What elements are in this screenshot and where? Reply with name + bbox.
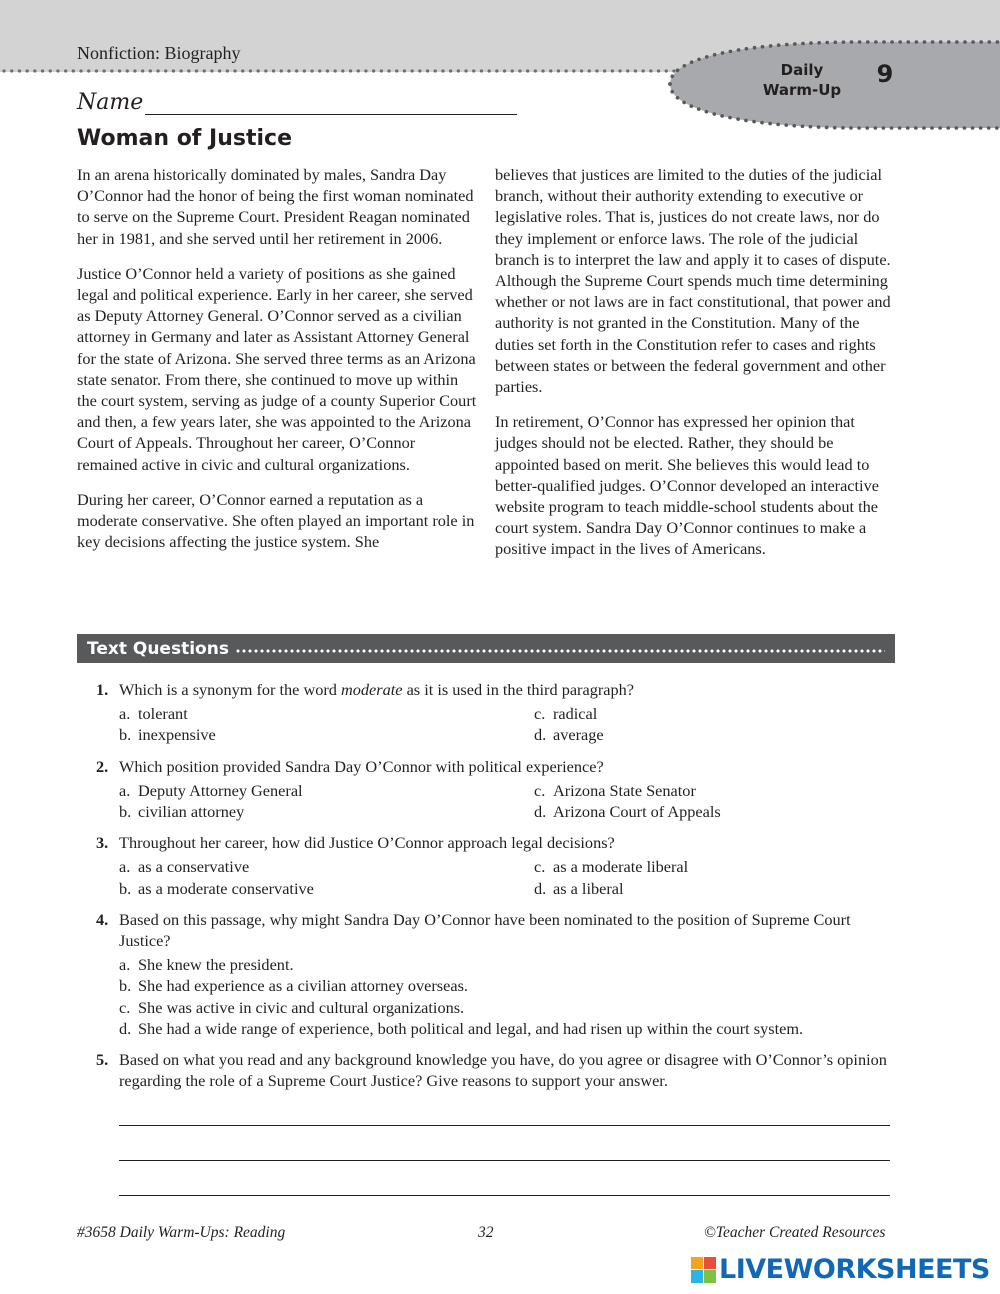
badge-label	[752, 60, 852, 100]
answer-lines	[119, 1109, 896, 1196]
question-2	[96, 756, 896, 823]
question-text: Based on what you read and any background knowledge you have, do you agree or disagree with O’Connor’s opinion regarding the role of a Supreme Court Justice? Give reasons to support your answer.	[119, 1050, 887, 1091]
liveworksheets-logo-icon	[691, 1257, 715, 1283]
question-number: 4.	[96, 909, 109, 929]
choice-1a[interactable]: a. tolerant	[119, 704, 188, 724]
article-paragraph: believes that justices are limited to the duties of the judicial branch, without their authority extending to executive or legislative roles. That is, justices do not create laws, nor do they implement or enforce laws. The role of the judicial branch is to interpret the law and apply it to cases of dispute. Although the Supreme Court spends much time determining whether or not laws are in fact constitutional, that power and authority is not granted in the Constitution. Many of the duties set forth in the Constitution refer to cases and rights between states or between the federal government and other parties.	[495, 165, 891, 397]
question-4	[96, 909, 896, 1039]
question-text: Throughout her career, how did Justice O’Connor approach legal decisions?	[119, 833, 615, 853]
text-questions-bar	[77, 634, 895, 663]
name-blank-line[interactable]	[145, 92, 517, 115]
liveworksheets-logo	[691, 1254, 990, 1285]
question-number: 2.	[96, 756, 109, 776]
choice-1b[interactable]: b. inexpensive	[119, 725, 216, 745]
choice-4c[interactable]: c. She was active in civic and cultural organizations.	[119, 997, 465, 1017]
article-left-column	[77, 164, 479, 566]
answer-line[interactable]	[119, 1144, 890, 1161]
footer-book-id: #3658 Daily Warm-Ups: Reading	[77, 1224, 286, 1241]
footer-copyright: ©Teacher Created Resources	[704, 1224, 886, 1241]
name-label: Name	[77, 90, 144, 115]
question-3	[96, 832, 896, 899]
choice-1d[interactable]: d. average	[534, 725, 604, 745]
choice-4a[interactable]: a. She knew the president.	[119, 955, 294, 975]
footer-page-number: 32	[478, 1224, 494, 1241]
question-number: 5.	[96, 1050, 109, 1070]
question-text: Which position provided Sandra Day O’Connor with political experience?	[119, 756, 604, 776]
question-5	[96, 1049, 896, 1196]
choice-2c[interactable]: c. Arizona State Senator	[534, 780, 696, 800]
header-dotted-rule	[0, 66, 700, 76]
choice-3c[interactable]: c. as a moderate liberal	[534, 857, 689, 877]
question-text: Which is a synonym for the word moderate as it is used in the third paragraph?	[119, 680, 635, 699]
choice-2d[interactable]: d. Arizona Court of Appeals	[534, 802, 721, 822]
question-number: 1.	[96, 680, 109, 699]
choice-4b[interactable]: b. She had experience as a civilian attorney overseas.	[119, 976, 469, 996]
choice-3b[interactable]: b. as a moderate conservative	[119, 878, 314, 898]
question-text: Based on this passage, why might Sandra Day O’Connor have been nominated to the position of Supreme Court Justice?	[119, 909, 851, 951]
article-paragraph: Justice O’Connor held a variety of positions as she gained legal and political experience. Early in her career, she served as Deputy Attorney General. O’Connor served as a civilian attorney in Germany and later as Assistant Attorney General for the state of Arizona. She served three terms as an Arizona state senator. From there, she continued to move up within the court system, serving as judge of a county Superior Court and then, a few years later, she was appointed to the Arizona Court of Appeals. Throughout her career, O’Connor remained active in civic and cultural organizations.	[77, 263, 477, 474]
answer-line[interactable]	[119, 1179, 890, 1196]
question-1	[96, 679, 896, 746]
category-label: Nonfiction: Biography	[77, 43, 241, 63]
name-field-row	[77, 90, 517, 115]
question-number: 3.	[96, 833, 109, 853]
text-questions-dotted-rule	[235, 648, 885, 654]
article-paragraph: In retirement, O’Connor has expressed her opinion that judges should not be elected. Rather, they should be appointed based on merit. She believes this would lead to better-qualified judges. O’Connor developed an interactive website program to teach middle-school students about the court system. Sandra Day O’Connor continues to make a positive impact in the lives of Americans.	[495, 412, 879, 559]
badge-number: 9	[876, 60, 894, 88]
liveworksheets-wordmark: LIVEWORKSHEETS	[719, 1254, 990, 1285]
answer-line[interactable]	[119, 1109, 890, 1126]
passage-title: Woman of Justice	[77, 126, 292, 151]
choice-2a[interactable]: a. Deputy Attorney General	[119, 780, 303, 800]
choice-1c[interactable]: c. radical	[534, 704, 598, 724]
article-paragraph: During her career, O’Connor earned a reputation as a moderate conservative. She often played an important role in key decisions affecting the justice system. She	[77, 489, 475, 552]
text-questions-label: Text Questions	[87, 638, 229, 659]
article-paragraph: In an arena historically dominated by males, Sandra Day O’Connor had the honor of being the first woman nominated to serve on the Supreme Court. President Reagan nominated her in 1981, and she served until her retirement in 2006.	[77, 165, 474, 248]
choice-2b[interactable]: b. civilian attorney	[119, 802, 245, 822]
article-right-column	[495, 164, 897, 574]
badge-line-1: Daily	[780, 61, 824, 79]
questions-list	[96, 679, 896, 1214]
choice-3a[interactable]: a. as a conservative	[119, 857, 250, 877]
badge-line-2: Warm-Up	[762, 81, 842, 99]
choice-4d[interactable]: d. She had a wide range of experience, both political and legal, and had risen up within the court system.	[119, 1018, 804, 1038]
choice-3d[interactable]: d. as a liberal	[534, 878, 624, 898]
